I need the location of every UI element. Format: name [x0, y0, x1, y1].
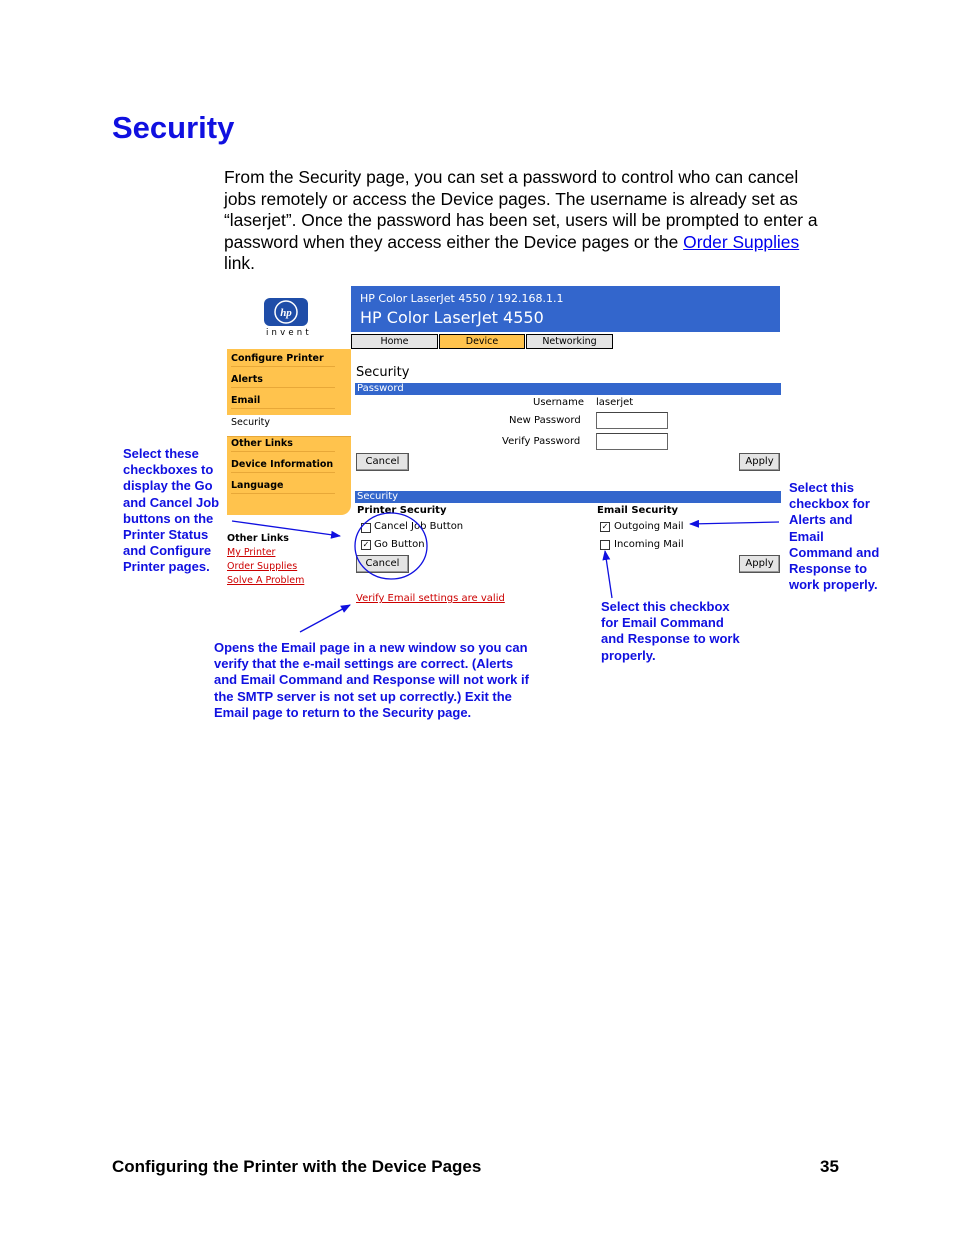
- nav-item-configure-printer[interactable]: Configure Printer: [231, 353, 335, 367]
- highlight-circle: [355, 513, 427, 579]
- nav-item-device-information[interactable]: Device Information: [231, 459, 335, 473]
- intro-text: From the Security page, you can set a password to control who can cancel jobs remotely or access the Device pages. The username is already set as “laserjet”. Once the password has been set, users will be prompted to enter a password when they access either the Device pages or the: [224, 167, 818, 252]
- logo-text: invent: [266, 328, 312, 338]
- nav-item-language[interactable]: Language: [231, 480, 335, 494]
- go-button-checkbox[interactable]: ✓: [362, 540, 370, 549]
- screenshot-page-title: Security: [356, 365, 410, 380]
- my-printer-link[interactable]: My Printer: [227, 547, 276, 558]
- arrow-bottom: [300, 605, 350, 632]
- password-cancel-button[interactable]: Cancel: [356, 453, 409, 471]
- intro-text-end: link.: [224, 253, 255, 273]
- annotation-middle: Select this checkbox for Email Command and Response to work properly.: [601, 599, 740, 663]
- outgoing-mail-checkbox[interactable]: ✓: [601, 522, 609, 531]
- banner-model: HP Color LaserJet 4550: [360, 308, 544, 327]
- tab-networking[interactable]: Networking: [526, 334, 613, 349]
- nav-item-alerts[interactable]: Alerts: [231, 374, 335, 388]
- annotation-bottom: Opens the Email page in a new window so you can verify that the e-mail settings are correct. (Alerts and Email Command and Response will not work if the SMTP server is not set up correctly.) Exit the Email page to return to the Security page.: [214, 640, 529, 720]
- tab-home[interactable]: Home: [351, 334, 438, 349]
- arrow-middle: [605, 551, 612, 598]
- password-section-bar: Password: [355, 383, 781, 395]
- page-number: 35: [820, 1157, 839, 1176]
- page-title: Security: [112, 110, 235, 145]
- password-apply-button[interactable]: Apply: [739, 453, 780, 471]
- security-apply-button[interactable]: Apply: [739, 555, 780, 573]
- tab-device[interactable]: Device: [439, 334, 525, 349]
- arrow-right: [690, 522, 779, 524]
- security-cancel-button[interactable]: Cancel: [356, 555, 409, 573]
- other-links-title: Other Links: [227, 533, 289, 544]
- verify-password-label: Verify Password: [502, 436, 581, 447]
- hp-logo-mark: hp: [280, 307, 292, 319]
- outgoing-mail-label: Outgoing Mail: [614, 521, 684, 532]
- email-security-heading: Email Security: [597, 505, 679, 516]
- banner-address: HP Color LaserJet 4550 / 192.168.1.1: [360, 292, 564, 305]
- order-supplies-side-link[interactable]: Order Supplies: [227, 561, 298, 572]
- new-password-label: New Password: [509, 415, 581, 426]
- verify-email-settings-link[interactable]: Verify Email settings are valid: [356, 593, 505, 604]
- go-button-label: Go Button: [374, 539, 425, 550]
- username-label: Username: [533, 397, 584, 408]
- incoming-mail-label: Incoming Mail: [614, 539, 684, 550]
- annotation-right: Select this checkbox for Alerts and Email Command and Response to work properly.: [789, 480, 880, 593]
- solve-a-problem-link[interactable]: Solve A Problem: [227, 575, 305, 586]
- printer-security-heading: Printer Security: [357, 505, 447, 516]
- footer-title: Configuring the Printer with the Device Pages: [112, 1157, 482, 1176]
- security-section-bar: Security: [355, 491, 781, 503]
- nav-item-security[interactable]: Security: [227, 415, 351, 437]
- nav-item-other-links[interactable]: Other Links: [231, 438, 335, 452]
- order-supplies-link[interactable]: Order Supplies: [683, 231, 800, 252]
- nav-item-email[interactable]: Email: [231, 395, 335, 409]
- annotation-left: Select these checkboxes to display the Go and Cancel Job buttons on the Printer Status and Configure Printer pages.: [123, 446, 220, 575]
- username-value: laserjet: [596, 397, 634, 408]
- cancel-job-button-label: Cancel Job Button: [374, 521, 464, 532]
- arrow-left: [232, 521, 340, 536]
